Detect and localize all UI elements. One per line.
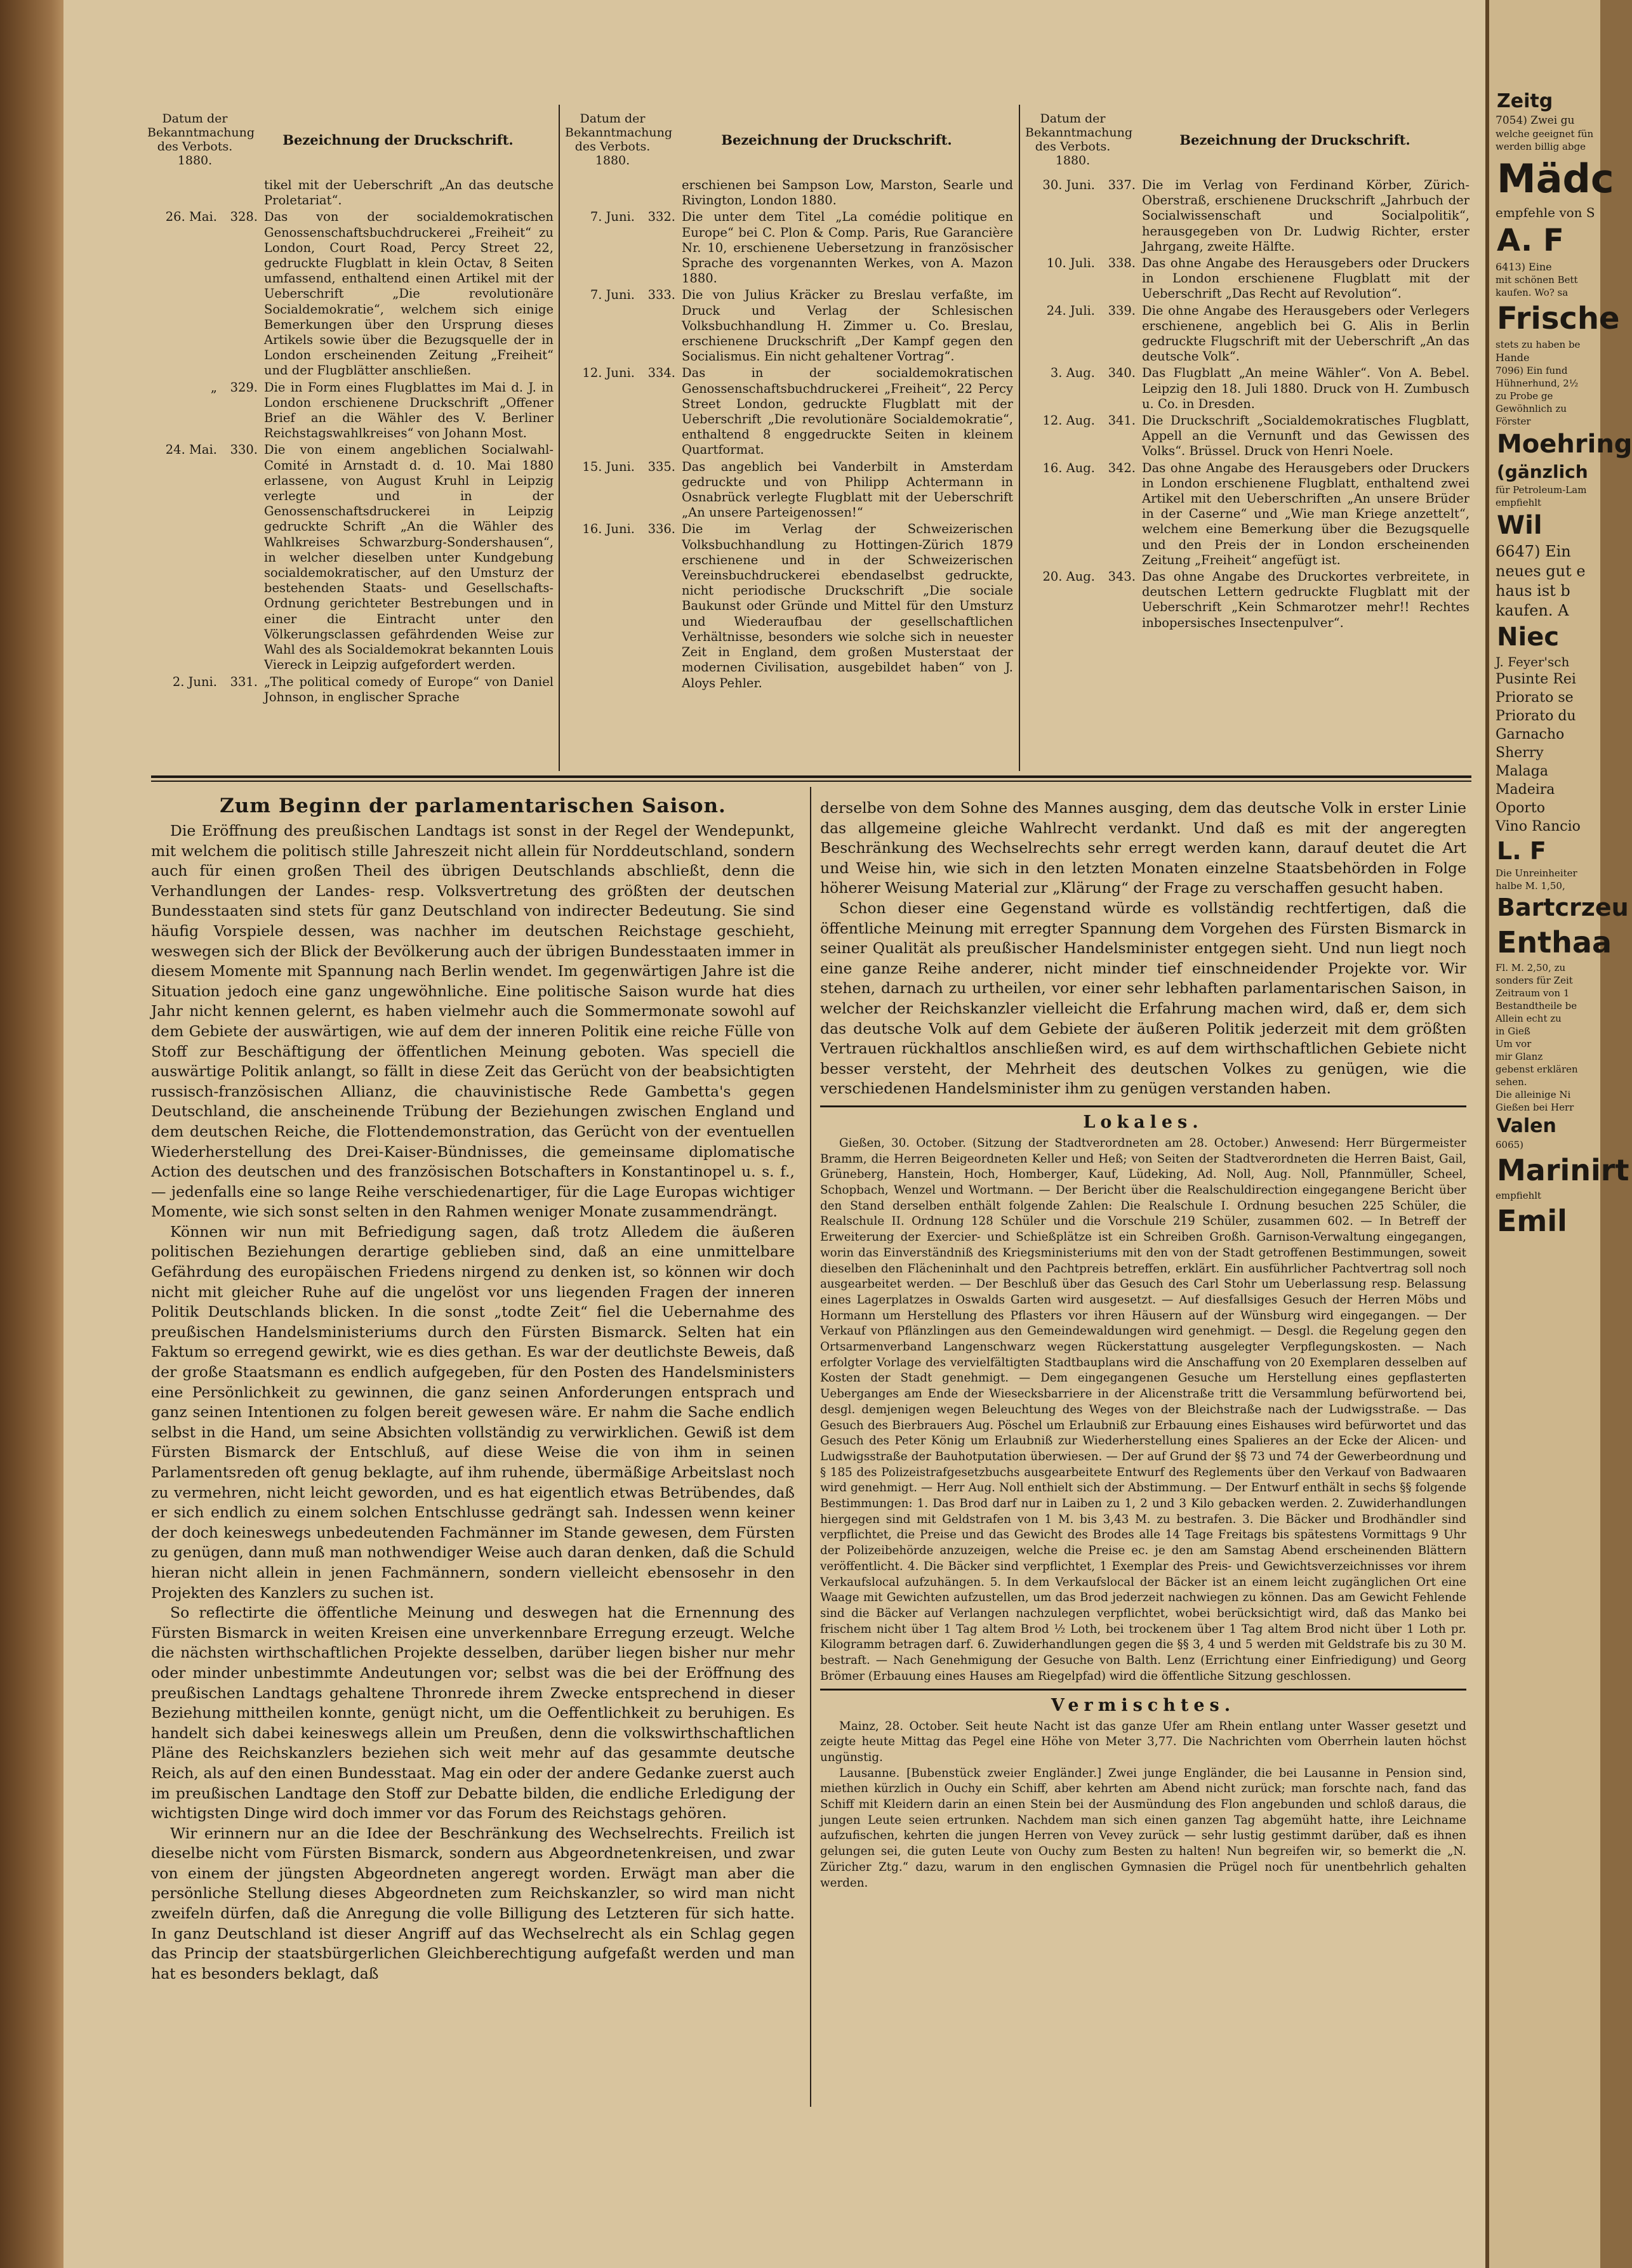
table-row: [1025, 461, 1469, 568]
row-description: Die unter dem Titel „La comédie politique en Europe“ bei C. Plon & Comp. Paris, Rue Garancière Nr. 10, erschienene Uebersetzung in französischer Sprache des vorgenannten Werkes, von A. Mazon 1880.: [682, 209, 1013, 286]
ad-fragment: haus ist b: [1496, 582, 1570, 600]
title-column-header: Bezeichnung der Druckschrift.: [721, 131, 952, 148]
ad-fragment: 6647) Ein: [1496, 543, 1571, 560]
ad-fragment: Madeira: [1496, 782, 1555, 798]
ad-fragment: stets zu haben be: [1496, 339, 1581, 350]
row-number: 335.: [647, 459, 675, 474]
ad-fragment: empfiehlt: [1496, 497, 1542, 508]
ad-fragment: kaufen. Wo? sa: [1496, 287, 1569, 298]
table-row: [1025, 178, 1469, 254]
row-description: Das Flugblatt „An meine Wähler“. Von A. Bebel. Leipzig den 18. Juli 1880. Druck von H. Zumbusch u. Co. in Dresden.: [1142, 366, 1469, 411]
row-date: 12. Juni.: [582, 366, 635, 381]
ad-fragment: halbe M. 1,50,: [1496, 880, 1565, 892]
row-number: 329.: [230, 379, 258, 395]
row-number: [640, 178, 682, 208]
article-column-right: [820, 798, 1466, 1891]
ad-fragment: 6065): [1496, 1139, 1524, 1150]
ad-fragment: für Petroleum-Lam: [1496, 484, 1587, 496]
table-header: [565, 102, 1013, 178]
ad-fragment: Bestandtheile be: [1496, 1000, 1577, 1012]
ad-fragment: A. F: [1497, 223, 1564, 258]
ad-fragment: werden billig abge: [1496, 141, 1586, 152]
ad-fragment: Zeitg: [1497, 90, 1553, 112]
table-divider-2: [1019, 105, 1020, 771]
table-header: [1025, 102, 1469, 178]
ad-fragment: mir Glanz: [1496, 1051, 1543, 1062]
table-row: [1025, 256, 1469, 302]
ad-fragment: Bartcrzeu: [1497, 893, 1629, 921]
row-description: erschienen bei Sampson Low, Marston, Searle und Rivington, London 1880.: [682, 178, 1013, 208]
ad-fragment: sehen.: [1496, 1076, 1527, 1088]
row-number: 331.: [230, 674, 258, 689]
ad-fragment: Gewöhnlich zu: [1496, 403, 1567, 414]
article-paragraph: Können wir nun mit Befriedigung sagen, daß trotz Alledem die äußeren politischen Beziehungen derartige geblieben sind, daß an eine unmittelbare Gefährdung des europäischen Friedens nirgend zu denken ist, so können wir doch nicht mit gleicher Ruhe auf die ungelöst vor uns liegenden Fragen der inneren Politik Deutschlands blicken. In die sonst „todte Zeit“ fiel die Uebernahme des preußischen Handelsministeriums durch den Fürsten Bismarck. Selten hat ein Faktum so erregend gewirkt, wie es dies gethan. Es war der deutlichste Beweis, daß der große Staatsmann es endlich aufgegeben, für den Posten des Handelsministers eine Persönlichkeit zu gewinnen, die ganz seinen Anforderungen entsprach und ganz seinen Intentionen zu folgen bereit gewesen wäre. Er nahm die Sache endlich selbst in die Hand, um seine Absichten vollständig zu verwirklichen. Gewiß ist dem Fürsten Bismarck der Entschluß, auf diese Weise die von ihm in seinen Parlamentsreden oft genug beklagte, auf ihm ruhende, übermäßige Arbeitslast noch zu vermehren, nicht leicht geworden, und es hat eigentlich etwas Betrübendes, daß er sich endlich zu einem solchen Entschlusse gedrängt sah. Indessen wenn keiner der doch keineswegs unbedeutenden Fachmänner im Stande gewesen, dem Fürsten zu genügen, dann muß man nothwendiger Weise auch daran denken, daß die Schuld hieran nicht allein in jenen Fachmännern, sondern vielleicht ebensosehr in den Projekten des Kanzlers zu suchen ist.: [151, 1222, 795, 1602]
table-rows: [1025, 178, 1469, 631]
table-row: [565, 522, 1013, 690]
row-description: Die ohne Angabe des Herausgebers oder Verlegers erschienene, angeblich bei G. Alis in Berlin gedruckte Flugschrift mit der Ueberschrift „An das deutsche Volk“.: [1142, 303, 1469, 364]
ad-fragment: Sherry: [1496, 745, 1544, 761]
ad-fragment: Frische: [1497, 301, 1620, 336]
ad-fragment: Vino Rancio: [1496, 819, 1581, 834]
row-date: 16. Juni.: [582, 522, 635, 537]
table-row: [147, 442, 554, 673]
ad-fragment: in Gieß: [1496, 1025, 1530, 1037]
ad-fragment: Emil: [1497, 1204, 1567, 1238]
row-number: 336.: [647, 522, 675, 537]
table-row: [1025, 413, 1469, 459]
table-column-2: [565, 102, 1013, 774]
ad-fragment: empfehle von S: [1496, 205, 1595, 220]
row-number: 332.: [647, 209, 675, 225]
row-number: 343.: [1108, 569, 1136, 584]
row-number: 328.: [230, 209, 258, 225]
table-divider-1: [559, 105, 560, 771]
table-row: [565, 178, 1013, 208]
table-rows: [147, 178, 554, 705]
row-date: 7. Juni.: [590, 209, 635, 225]
ad-fragment: Garnacho: [1496, 727, 1565, 742]
article-paragraph: Schon dieser eine Gegenstand würde es vollständig rechtfertigen, daß die öffentliche Meinung mit erregter Spannung dem Vorgehen des Fürsten Bismarck in seiner Qualität als preußischer Handelsminister entgegen sieht. Und nun liegt noch eine ganze Reihe anderer, nicht minder tief einschneidender Projekte vor. Wir stehen, darnach zu urtheilen, vor einer sehr lebhaften parlamentarischen Saison, in welcher der Reichskanzler vielleicht die Erfahrung machen wird, daß er, dem sich das deutsche Volk auf dem Gebiete der äußeren Politik jederzeit mit dem größten Vertrauen rückhaltlos anschließen wird, es auf dem wirthschaftlichen Gebiete nicht besser versteht, der Mehrheit des deutschen Volkes zu genügen, wie die verschiedenen Handelsminister ihm zu genügen verstanden haben.: [820, 899, 1466, 1098]
ad-fragment: Pusinte Rei: [1496, 671, 1576, 687]
table-row: [147, 178, 554, 208]
row-date: 20. Aug.: [1042, 569, 1095, 584]
ad-fragment: 6413) Eine: [1496, 261, 1552, 273]
book-spine: [0, 0, 63, 2268]
row-date: 26. Mai.: [165, 209, 217, 225]
ad-fragment: Die Unreinheiter: [1496, 867, 1577, 879]
row-date: [147, 178, 222, 208]
ad-fragment: Priorato se: [1496, 690, 1574, 706]
ad-fragment: empfiehlt: [1496, 1190, 1542, 1201]
row-date: 24. Mai.: [165, 442, 217, 458]
table-row: [1025, 366, 1469, 412]
row-date: 24. Juli.: [1046, 303, 1095, 318]
ad-fragment: Um vor: [1496, 1038, 1532, 1050]
vermischtes-paragraph: Mainz, 28. October. Seit heute Nacht ist das ganze Ufer am Rhein entlang unter Wasser gesetzt und zeigte heute Mittag das Pegel eine Höhe von Meter 3,77. Die Nachrichten vom Oberrhein lauten höchst ungünstig.: [820, 1719, 1466, 1764]
date-column-header: Datum der Bekanntmachung des Verbots. 1880.: [147, 112, 255, 168]
article-paragraph: derselbe von dem Sohne des Mannes ausging, dem das deutsche Volk in erster Linie das allgemeine gleiche Wahlrecht verdankt. Und daß es mit der angeregten Beschränkung des Wechselrechts sehr erregt werden kann, darauf deutet die Art und Weise hin, wie sich in den letzten Monaten einzelne Staatsbehörden in Folge höherer Weisung Material zur „Klärung“ der Frage zu verschaffen gesucht haben.: [820, 799, 1466, 897]
ad-fragment: Hande: [1496, 352, 1530, 364]
row-number: 334.: [647, 366, 675, 381]
row-date: 15. Juni.: [582, 459, 635, 474]
row-date: [565, 178, 640, 208]
table-row: [147, 675, 554, 705]
row-number: 338.: [1108, 256, 1136, 271]
row-date: 30. Juni.: [1042, 178, 1095, 192]
table-column-1: [147, 102, 554, 774]
advertisement-fragments: [1489, 0, 1632, 1240]
row-description: Die im Verlag von Ferdinand Körber, Zürich-Oberstraß, erschienene Druckschrift „Jahrbuch der Socialwissenschaft und Socialpolitik“, herausgegeben von Dr. Ludwig Richter, erster Jahrgang, zweite Hälfte.: [1142, 178, 1469, 254]
row-description: Das in der socialdemokratischen Genossenschaftsbuchdruckerei „Freiheit“, 22 Percy Street London, gedruckte Flugblatt mit der Ueberschrift „Die revolutionäre Socialdemokratie“, enthaltend 8 enggedruckte Seiten in kleinem Quartformat.: [682, 366, 1013, 458]
row-description: Das angeblich bei Vanderbilt in Amsterdam gedruckte und von Philipp Achtermann in Osnabrück verlegte Flugblatt mit der Ueberschrift „An unsere Parteigenossen!“: [682, 459, 1013, 520]
row-description: Das ohne Angabe des Herausgebers oder Druckers in London erschienene Flugblatt, enthaltend zwei Artikel mit den Ueberschriften „An unsere Brüder in der Caserne“ und „Wie man Kriege anzettelt“, welchem eine Bemerkung über die Bezugsquelle und den Preis der in London erscheinenden Zeitung „Freiheit“ angefügt ist.: [1142, 460, 1469, 567]
row-description: Das ohne Angabe des Druckortes verbreitete, in deutschen Lettern gedruckte Flugblatt mit der Ueberschrift „Kein Schmarotzer mehr!! Rechtes inbopersisches Insectenpulver“.: [1142, 569, 1469, 630]
table-row: [1025, 569, 1469, 631]
column-divider: [810, 787, 811, 2107]
row-description: Die von einem angeblichen Socialwahl-Comité in Arnstadt d. d. 10. Mai 1880 erlassene, von August Kruhl in Leipzig verlegte und in der Genossenschaftsdruckerei in Leipzig gedruckte Schrift „An die Wähler des Wahlkreises Schwarzburg-Sondershausen“, in welcher dieselben unter Kundgebung socialdemokratischer, auf den Umsturz der bestehenden Staats- und Gesellschafts-Ordnung gerichteter Bestrebungen und in einer die Eintracht unter den Völkerungsclassen gefährdenden Weise zur Wahl des als Socialdemokrat bekannten Louis Viereck in Leipzig aufgefordert werden.: [264, 442, 554, 673]
row-date: 12. Aug.: [1042, 413, 1095, 428]
row-description: Die im Verlag der Schweizerischen Volksbuchhandlung zu Hottingen-Zürich 1879 erschienene und in der Schweizerischen Vereinsbuchdruckerei ebendaselbst gedruckte, nicht periodische Druckschrift „Die sociale Baukunst oder Gründe und Mittel für den Umsturz und Wiederaufbau der gesellschaftlichen Verhältnisse, besonders wie solche sich in neuester Zeit in England, dem großen Musterstaat der modernen Civilisation, ausgebildet haben“ von J. Aloys Pehler.: [682, 522, 1013, 690]
ad-fragment: Hühnerhund, 2½: [1496, 378, 1579, 389]
ad-fragment: Förster: [1496, 416, 1531, 427]
ad-fragment: Moehring: [1497, 430, 1632, 459]
ad-fragment: Mädc: [1497, 155, 1614, 202]
table-row: [565, 209, 1013, 286]
ad-fragment: gebenst erklären: [1496, 1064, 1578, 1075]
ad-fragment: Wil: [1497, 511, 1542, 540]
ad-fragment: Malaga: [1496, 763, 1548, 779]
row-number: [222, 178, 264, 208]
article-paragraph: Die Eröffnung des preußischen Landtags ist sonst in der Regel der Wendepunkt, mit welchem die politisch stille Jahreszeit nicht allein für Norddeutschland, sondern auch für einen großen Theil des übrigen Deutschlands abschließt, denn die Verhandlungen der Landes- resp. Volksvertretung des größten der deutschen Bundesstaaten sind stets für ganz Deutschland von indirecter Bedeutung. Sie sind häufig Vorspiele dessen, was nachher im deutschen Reichstage geschieht, weswegen sich der Blick der Bevölkerung auch der übrigen Bundesstaaten immer in diesem Momente mit Spannung nach Berlin wendet. Im gegenwärtigen Jahre ist die Situation jedoch eine ganz ungewöhnliche. Eine politische Saison wurde hat dies Jahr nicht kennen gelernt, es haben vielmehr auch die Sommermonate sowohl auf dem Gebiete der auswärtigen, wie auf dem der inneren Politik eine reiche Fülle von Stoff zur Beschäftigung der öffentlichen Meinung geboten. Was speciell die auswärtige Politik anlangt, so fällt in diese Zeit das Gerücht von der beabsichtigten russisch-französischen Allianz, die chauvinistische Rede Gambetta's gegen Deutschland, die anscheinende Trübung der Beziehungen zwischen England und dem deutschen Reiche, die Flottendemonstration, das Gerücht von der eventuellen Wiederherstellung des Drei-Kaiser-Bündnisses, die gemeinsame diplomatische Action des deutschen und des französischen Botschafters in Konstantinopel u. s. f., — jedenfalls eine so lange Reihe verschiedenartiger, für die Lage Europas wichtiger Momente, wie sich sonst selten in den Rahmen weniger Monate zusammendrängt.: [151, 822, 795, 1221]
row-description: Die von Julius Kräcker zu Breslau verfaßte, im Druck und Verlag der Schlesischen Volksbuchhandlung H. Zimmer u. Co. Breslau, erschienene Druckschrift „Der Kampf gegen den Socialismus. Ein nicht gehaltener Vortrag“.: [682, 287, 1013, 364]
table-rows: [565, 178, 1013, 691]
ad-fragment: J. Feyer'sch: [1496, 654, 1570, 669]
section-rule: [820, 1689, 1466, 1691]
row-date: 3. Aug.: [1050, 366, 1095, 381]
article-column-left: [151, 794, 795, 1984]
table-row: [147, 209, 554, 378]
row-description: „The political comedy of Europe“ von Daniel Johnson, in englischer Sprache: [264, 674, 554, 704]
ad-fragment: Valen: [1497, 1115, 1556, 1137]
row-number: 333.: [647, 287, 675, 303]
title-column-header: Bezeichnung der Druckschrift.: [1179, 131, 1410, 148]
article-paragraph: So reflectirte die öffentliche Meinung und deswegen hat die Ernennung des Fürsten Bismarck in weiten Kreisen eine unverkennbare Erregung erzeugt. Welche die nächsten wirthschaftlichen Projekte desselben, darüber liegen bisher nur mehr oder minder unbestimmte Andeutungen vor; selbst was die bei der Eröffnung des preußischen Landtags gehaltene Thronrede ihrem Zwecke entsprechend in dieser Beziehung mittheilen konnte, genügt nicht, um die Oeffentlichkeit zu beruhigen. Es handelt sich dabei keineswegs allein um Preußen, denn die volkswirthschaftlichen Pläne des Reichskanzlers beziehen sich weit mehr auf das gesammte deutsche Reich, als auf den einen Bundesstaat. Mag ein oder der andere Gedanke zuerst auch im preußischen Landtage den Stoff zur Debatte bilden, die endliche Erledigung der wichtigsten Dinge wird doch immer vor das Forum des Reichstags gehören.: [151, 1604, 795, 1823]
row-date: 10. Juli.: [1046, 256, 1095, 271]
vermischtes-heading: Vermischtes.: [1051, 1695, 1236, 1715]
row-description: tikel mit der Ueberschrift „An das deutsche Proletariat“.: [264, 178, 554, 208]
row-date: 16. Aug.: [1042, 460, 1095, 475]
row-date: „: [210, 379, 217, 395]
title-column-header: Bezeichnung der Druckschrift.: [282, 131, 514, 148]
ad-fragment: Enthaa: [1497, 925, 1612, 959]
lokales-heading: Lokales.: [1083, 1112, 1204, 1132]
table-row: [147, 380, 554, 442]
row-date: 7. Juni.: [590, 287, 635, 303]
section-rule: [820, 1105, 1466, 1107]
date-column-header: Datum der Bekanntmachung des Verbots. 1880.: [1025, 112, 1133, 168]
article-paragraph: Wir erinnern nur an die Idee der Beschränkung des Wechselrechts. Freilich ist dieselbe nicht vom Fürsten Bismarck, sondern aus Abgeordnetenkreisen, und zwar von einem der jüngsten Abgeordneten angeregt worden. Erwägt man aber die persönliche Stellung dieses Abgeordneten zum Reichskanzler, so wird man nicht zweifeln dürfen, daß die Anregung die volle Billigung des Letzteren für sich hatte. In ganz Deutschland ist dieser Angriff auf das Wechselrecht als ein Schlag gegen das Princip der staatsbürgerlichen Gleichberechtigung aufgefaßt werden und man hat es besonders beklagt, daß: [151, 1824, 795, 1982]
ad-fragment: Die alleinige Ni: [1496, 1089, 1571, 1100]
ad-fragment: mit schönen Bett: [1496, 274, 1578, 286]
section-rule: [151, 775, 1471, 778]
table-row: [565, 366, 1013, 458]
table-row: [565, 287, 1013, 364]
vermischtes-paragraph: Lausanne. [Bubenstück zweier Engländer.] Zwei junge Engländer, die bei Lausanne in Pension sind, miethen kürzlich in Ouchy ein Schiff, aber kehrten am Abend nicht zurück; man forschte nach, fand das Schiff mit Kleidern darin an einen Stein bei der Ausmündung des Flon angebunden und schloß daraus, die jungen Leute seien ertrunken. Nachdem man sich einen ganzen Tag abgemüht hatte, ihre Leichname aufzufischen, kehrten die jungen Herren von Vevey zurück — sehr lustig gestimmt darüber, daß es ihnen gelungen sei, die guten Leute von Ouchy zum Besten zu halten! Nun begreifen wir, so bemerkt die „N. Züricher Ztg.“ dazu, warum in den englischen Gymnasien die Prügel noch für unentbehrlich gehalten werden.: [820, 1766, 1466, 1890]
ad-fragment: Marinirt: [1497, 1153, 1629, 1187]
ad-fragment: Allein echt zu: [1496, 1013, 1562, 1024]
date-column-header: Datum der Bekanntmachung des Verbots. 1880.: [565, 112, 673, 168]
ad-fragment: Fl. M. 2,50, zu: [1496, 962, 1566, 973]
table-column-3: [1025, 102, 1469, 774]
ad-fragment: Priorato du: [1496, 708, 1576, 724]
row-description: Die Druckschrift „Socialdemokratisches Flugblatt, Appell an die Vernunft und das Gewissen des Volks“. Brüssel. Druck von Henri Noele.: [1142, 413, 1469, 459]
ad-fragment: Oporto: [1496, 800, 1545, 816]
row-number: 330.: [230, 442, 258, 458]
row-description: Das von der socialdemokratischen Genossenschaftsbuchdruckerei „Freiheit“ zu London, Court Road, Percy Street 22, gedruckte Flugblatt in klein Octav, 8 Seiten umfassend, enthaltend einen Artikel mit der Ueberschrift „Die revolutionäre Socialdemokratie“, welchem sich einige Bemerkungen über den Ursprung dieses Artikels sowie über die Bezugsquelle der in London erscheinenden Zeitung „Freiheit“ und der Flugblätter anschließen.: [264, 209, 554, 378]
ad-fragment: (gänzlich: [1497, 461, 1588, 482]
table-header: [147, 102, 554, 178]
row-number: 342.: [1108, 460, 1136, 475]
article-headline: Zum Beginn der parlamentarischen Saison.: [220, 794, 726, 817]
row-description: Das ohne Angabe des Herausgebers oder Druckers in London erschienene Flugblatt mit der Ueberschrift „Das Recht auf Revolution“.: [1142, 256, 1469, 301]
ad-fragment: 7096) Ein fund: [1496, 365, 1568, 376]
next-page-edge: [1485, 0, 1632, 2268]
lokales-paragraph: Gießen, 30. October. (Sitzung der Stadtverordneten am 28. October.) Anwesend: Herr Bürgermeister Bramm, die Herren Beigeordneten Keller und Heß; von Seiten der Stadtverordneten die Herren Baist, Gail, Grüneberg, Hanstein, Hoch, Homberger, Kauf, Lüdeking, Ad. Noll, Aug. Noll, Pfannmüller, Scheel, Schopbach, Wenzel und Wortmann. — Der Bericht über die Realschuldirection eingegangene Bericht über den Stand derselben enthält folgende Zahlen: Die Realschule I. Ordnung besuchen 225 Schüler, die Realschule II. Ordnung 128 Schüler und die Vorschule 219 Schüler, zusammen 602. — In Betreff der Erweiterung der Exercier- und Schießplätze ist ein Schreiben Großh. Garnison-Verwaltung eingegangen, worin das Einverständniß des Kriegsministeriums mit den von der Stadt getroffenen Bestimmungen, soweit dieselben den Flächeninhalt und den Pachtpreis betreffen, erklärt. Ein ausführlicher Pachtvertrag soll noch ausgearbeitet werden. — Der Beschluß über das Gesuch des Carl Stohr um Ueberlassung resp. Belassung eines Lagerplatzes in Oswalds Garten wird ausgesetzt. — Auf diesfallsiges Gesuch der Herren Möbs und Hormann um Herstellung des Pflasters vor ihren Häusern auf der Wünsburg wird eingegangen. — Der Verkauf von Pflänzlingen aus den Gemeindewaldungen wird genehmigt. — Desgl. die Regelung gegen den Ortsarmenverband Langenschwarz wegen Rückerstattung ausgelegter Verpflegungskosten. — Nach erfolgter Vorlage des vervielfältigten Stadtbauplans wird die Anschaffung von 20 Exemplaren desselben auf Kosten der Stadt genehmigt. — Dem eingegangenen Gesuche um Herstellung eines gepflasterten Ueberganges am Ende der Wiesecksbarriere in der Alicenstraße tritt die Versammlung befürwortend bei, desgl. demjenigen wegen Beleuchtung des Weges von der Bleichstraße nach der Ludwigsstraße. — Das Gesuch des Bierbrauers Aug. Pöschel um Erlaubniß zur Erbauung eines Eishauses wird befürwortet und das Gesuch des Peter König um Erlaubniß zur Wiederherstellung eines Spalieres an der Ecke der Alicen- und Ludwigsstraße der Bauhotputation überwiesen. — Der auf Grund der §§ 73 und 74 der Gewerbeordnung und § 185 des Polizeistrafgesetzbuchs ausgearbeitete Entwurf des Reglements über den Verkauf von Badwaaren wird genehmigt. — Herr Aug. Noll enthielt sich der Abstimmung. — Der Entwurf enthält in sechs §§ folgende Bestimmungen: 1. Das Brod darf nur in Laiben zu 1, 2 und 3 Kilo gebacken werden. 2. Zuwiderhandlungen hiergegen sind mit Geldstrafen von 1 M. bis 3,43 M. zu bestrafen. 3. Die Bäcker und Brodhändler sind verpflichtet, die Preise und das Gewicht des Brodes alle 14 Tage Freitags bis spätestens Vormittags 9 Uhr der Polizeibehörde anzuzeigen, welche die Preise ec. je den am Samstag Abend erscheinenden Blättern veröffentlicht. 4. Die Bäcker sind verpflichtet, 1 Exemplar des Preis- und Gewichtsverzeichnisses vor ihrem Verkaufslocal aufzuhängen. 5. In dem Verkaufslocal der Bäcker ist an einem leicht zugänglichen Ort eine Waage mit Gewichten aufzustellen, um das Brod jederzeit nachwiegen zu können. Das am Gewicht Fehlende sind die Bäcker auf Verlangen nachzulegen verpflichtet, wobei berücksichtigt wird, daß das Manko bei frischem nicht über 1 Tag altem Brod ½ Loth, bei trockenem über 1 Tag altem Brod nicht über 1 Loth pr. Kilogramm betragen darf. 6. Zuwiderhandlungen gegen die §§ 3, 4 und 5 werden mit Geldstrafe bis zu 30 M. bestraft. — Nach Genehmigung der Gesuche von Balth. Lenz (Errichtung einer Einfriedigung) und Georg Brömer (Erbauung eines Hauses am Riegelpfad) wird die öffentliche Sitzung geschlossen.: [820, 1136, 1466, 1683]
row-description: Die in Form eines Flugblattes im Mai d. J. in London erschienene Druckschrift „Offener Brief an die Wähler des V. Berliner Reichstagswahlkreises“ von Johann Most.: [264, 379, 554, 441]
ad-fragment: Niec: [1497, 623, 1560, 652]
table-row: [565, 459, 1013, 521]
ad-fragment: kaufen. A: [1496, 602, 1569, 619]
row-number: 339.: [1108, 303, 1136, 318]
row-number: 337.: [1108, 178, 1136, 192]
row-number: 340.: [1108, 366, 1136, 381]
ad-fragment: Gießen bei Herr: [1496, 1102, 1574, 1113]
ad-fragment: sonders für Zeit: [1496, 975, 1573, 986]
ad-fragment: welche geeignet fün: [1496, 128, 1594, 140]
ad-fragment: zu Probe ge: [1496, 390, 1553, 402]
ad-fragment: Zeitraum von 1: [1496, 987, 1570, 999]
table-row: [1025, 303, 1469, 365]
ad-fragment: 7054) Zwei gu: [1496, 114, 1575, 127]
ad-fragment: L. F: [1497, 837, 1546, 865]
ad-fragment: neues gut e: [1496, 562, 1586, 580]
section-rule: [151, 781, 1471, 782]
row-number: 341.: [1108, 413, 1136, 428]
row-date: 2. Juni.: [172, 674, 217, 689]
